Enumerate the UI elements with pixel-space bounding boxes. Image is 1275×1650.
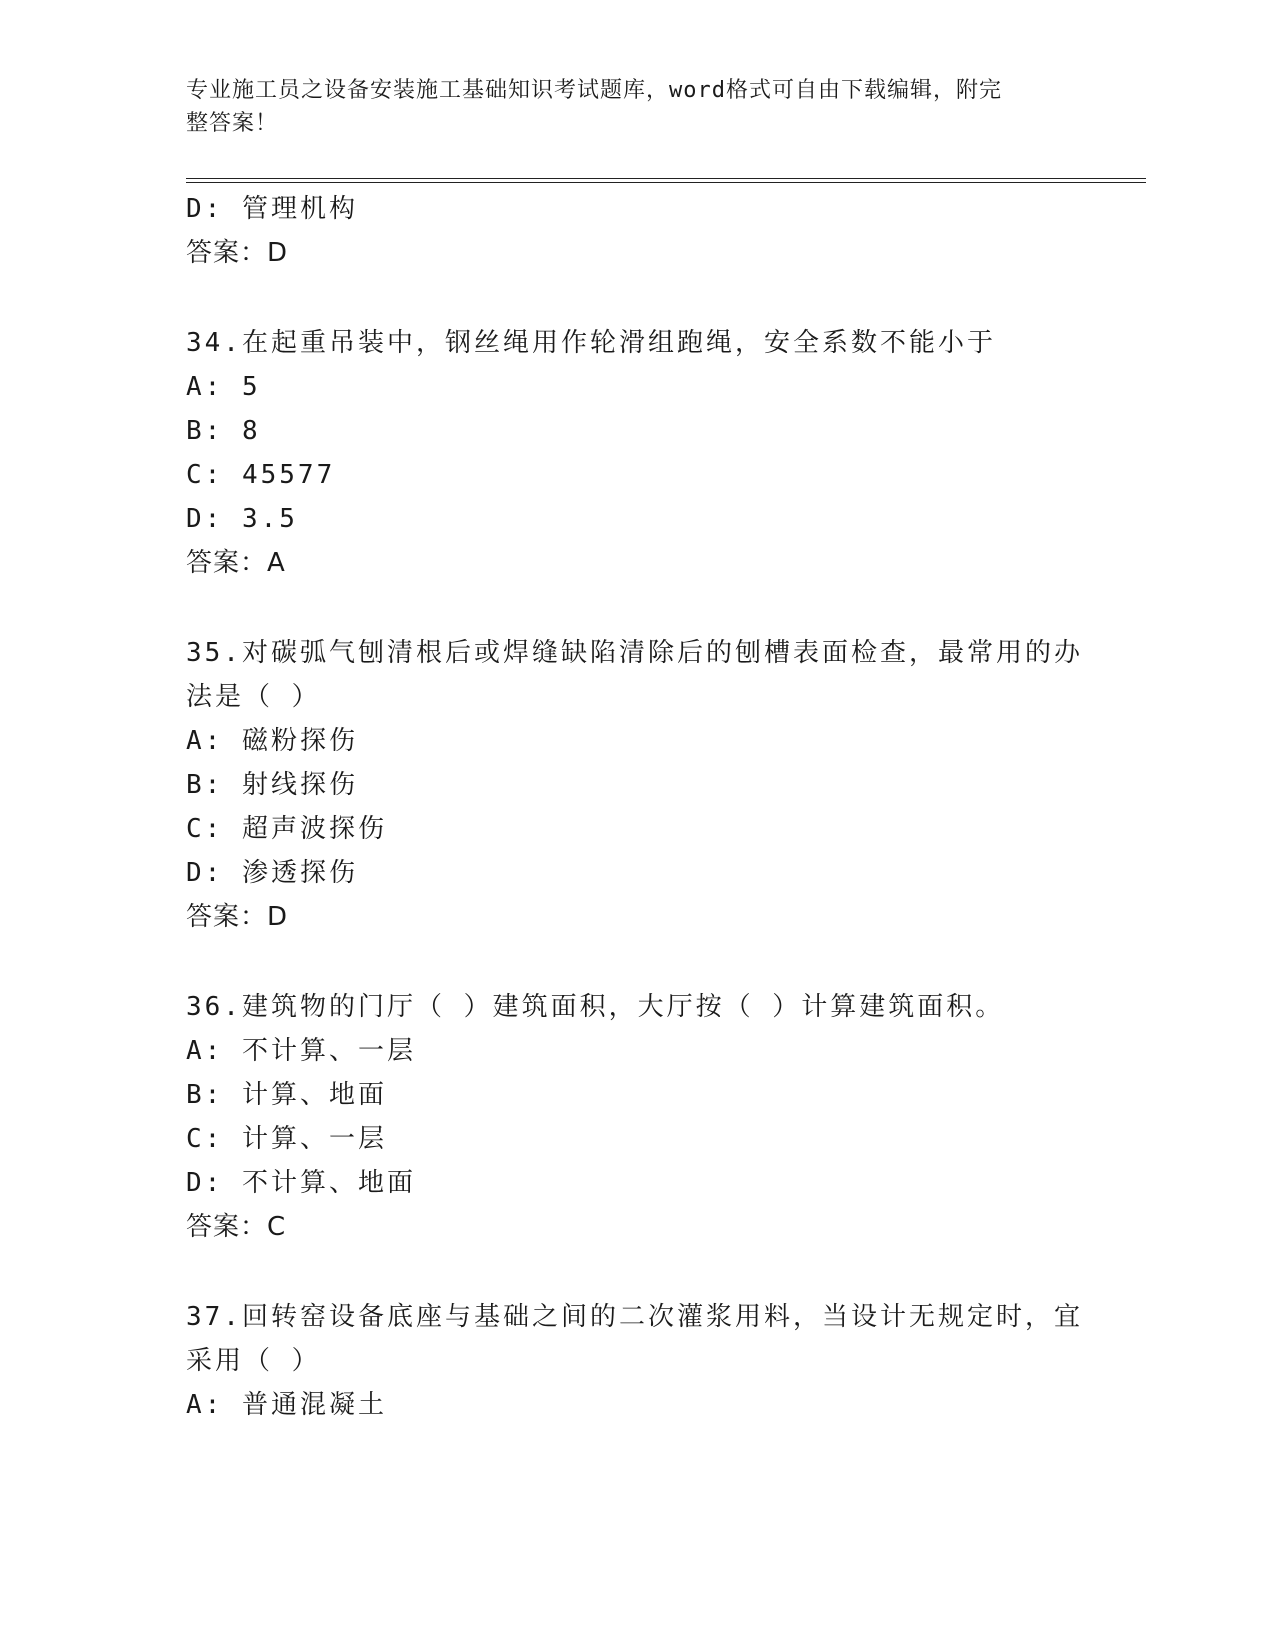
q34-option-a: A: 5 bbox=[186, 372, 261, 402]
q35-answer: 答案：D bbox=[186, 902, 289, 932]
q35-option-c: C: 超声波探伤 bbox=[186, 814, 387, 844]
q36-option-a: A: 不计算、一层 bbox=[186, 1036, 416, 1066]
q37-question-line-1: 37.回转窑设备底座与基础之间的二次灌浆用料，当设计无规定时，宜 bbox=[186, 1302, 1083, 1332]
q35-option-a: A: 磁粉探伤 bbox=[186, 726, 358, 756]
q37-question-line-2: 采用（ ） bbox=[186, 1346, 321, 1376]
header-line-1: 专业施工员之设备安装施工基础知识考试题库，word格式可自由下载编辑，附完 bbox=[186, 78, 1002, 103]
q33-answer: 答案：D bbox=[186, 238, 289, 268]
q35-option-b: B: 射线探伤 bbox=[186, 770, 358, 800]
q35-question-line-2: 法是（ ） bbox=[186, 682, 321, 712]
page-header bbox=[186, 74, 1066, 140]
q35-option-d: D: 渗透探伤 bbox=[186, 858, 358, 888]
q34-question: 34.在起重吊装中，钢丝绳用作轮滑组跑绳，安全系数不能小于 bbox=[186, 328, 996, 358]
q36-question: 36.建筑物的门厅（ ）建筑面积，大厅按（ ）计算建筑面积。 bbox=[186, 992, 1005, 1022]
q35-question-line-1: 35.对碳弧气刨清根后或焊缝缺陷清除后的刨槽表面检查，最常用的办 bbox=[186, 638, 1083, 668]
q34-option-d: D: 3.5 bbox=[186, 504, 298, 534]
q34-option-c: C: 45577 bbox=[186, 460, 336, 490]
q34-answer: 答案：A bbox=[186, 548, 286, 578]
q37-option-a: A: 普通混凝土 bbox=[186, 1390, 387, 1420]
q36-option-b: B: 计算、地面 bbox=[186, 1080, 387, 1110]
q36-option-d: D: 不计算、地面 bbox=[186, 1168, 416, 1198]
header-line-2: 整答案！ bbox=[186, 111, 279, 136]
q34-option-b: B: 8 bbox=[186, 416, 261, 446]
header-divider bbox=[186, 178, 1146, 183]
q33-option-d: D: 管理机构 bbox=[186, 194, 358, 224]
q36-option-c: C: 计算、一层 bbox=[186, 1124, 387, 1154]
q36-answer: 答案：C bbox=[186, 1212, 287, 1242]
